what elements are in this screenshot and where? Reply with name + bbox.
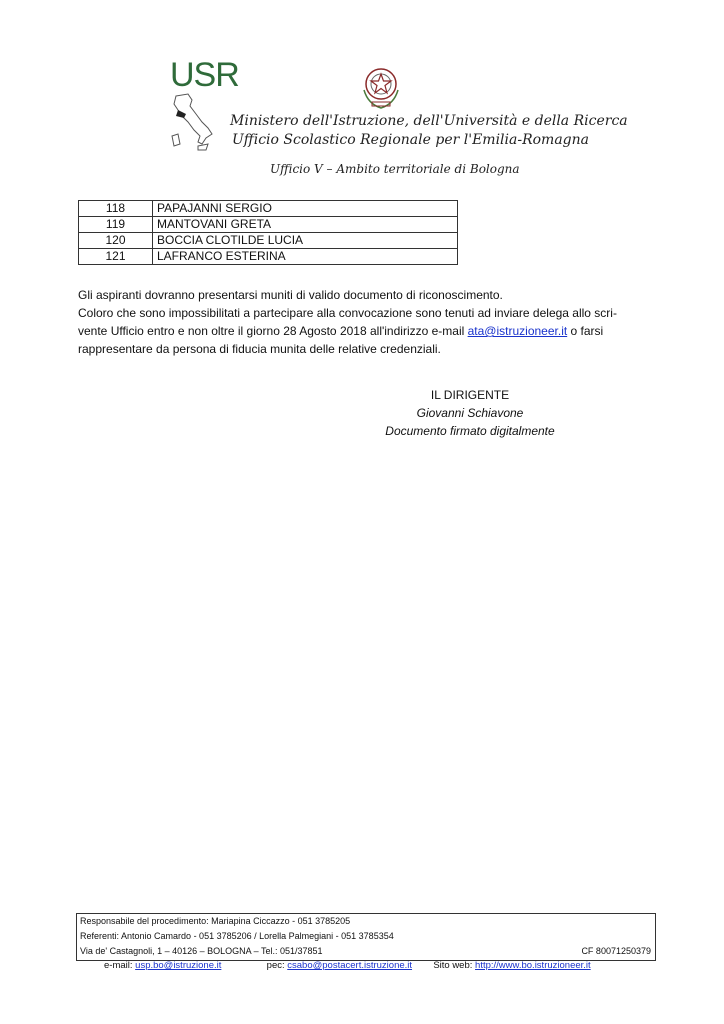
footer-website-link[interactable]: http://www.bo.istruzioneer.it bbox=[475, 960, 591, 971]
contact-email-link[interactable]: ata@istruzioneer.it bbox=[467, 324, 568, 338]
footer-box bbox=[76, 913, 656, 961]
body-line: Gli aspiranti dovranno presentarsi muniti di valido documento di riconoscimento. bbox=[78, 288, 503, 302]
row-name: MANTOVANI GRETA bbox=[153, 217, 458, 233]
table-row bbox=[79, 233, 458, 249]
footer-responsabile: Responsabile del procedimento: Mariapina Ciccazzo - 051 3785205 bbox=[80, 916, 351, 926]
pec-label: pec: bbox=[266, 960, 285, 971]
body-line: Coloro che sono impossibilitati a partecipare alla convocazione sono tenuti ad inviare delega allo scri- bbox=[78, 306, 617, 320]
footer-pec-link[interactable]: csabo@postacert.istruzione.it bbox=[287, 960, 413, 971]
row-number: 121 bbox=[79, 249, 153, 265]
footer-contacts bbox=[104, 960, 591, 971]
digital-signature-note: Documento firmato digitalmente bbox=[385, 424, 555, 438]
body-text-span: o farsi bbox=[567, 324, 604, 338]
body-line bbox=[78, 322, 648, 340]
signature-block bbox=[370, 386, 570, 440]
regional-office-name: Ufficio Scolastico Regionale per l'Emilia-Romagna bbox=[232, 132, 589, 148]
row-number: 118 bbox=[79, 201, 153, 217]
footer-address: Via de' Castagnoli, 1 – 40126 – BOLOGNA – Tel.: 051/37851 bbox=[80, 946, 323, 956]
footer-email-link[interactable]: usp.bo@istruzione.it bbox=[135, 960, 222, 971]
table-row bbox=[79, 201, 458, 217]
usr-logo: USR bbox=[170, 56, 239, 94]
row-name: BOCCIA CLOTILDE LUCIA bbox=[153, 233, 458, 249]
row-number: 120 bbox=[79, 233, 153, 249]
candidates-table bbox=[78, 200, 458, 265]
footer-referenti: Referenti: Antonio Camardo - 051 3785206 / Lorella Palmegiani - 051 3785354 bbox=[80, 931, 394, 941]
web-label: Sito web: bbox=[433, 960, 473, 971]
row-name: PAPAJANNI SERGIO bbox=[153, 201, 458, 217]
table-row bbox=[79, 249, 458, 265]
email-label: e-mail: bbox=[104, 960, 133, 971]
signer-name: Giovanni Schiavone bbox=[416, 406, 524, 420]
office-v-name: Ufficio V – Ambito territoriale di Bologna bbox=[270, 162, 520, 176]
table-row bbox=[79, 217, 458, 233]
row-number: 119 bbox=[79, 217, 153, 233]
ministry-name: Ministero dell'Istruzione, dell'Università e della Ricerca bbox=[230, 113, 628, 129]
republic-emblem-icon bbox=[358, 62, 404, 112]
footer-cf: CF 80071250379 bbox=[581, 946, 651, 956]
row-name: LAFRANCO ESTERINA bbox=[153, 249, 458, 265]
body-text-span: vente Ufficio entro e non oltre il giorno 28 Agosto 2018 all'indirizzo e-mail bbox=[78, 324, 468, 338]
body-paragraph bbox=[78, 286, 648, 358]
italy-map-icon bbox=[168, 92, 216, 152]
signer-title: IL DIRIGENTE bbox=[430, 388, 510, 402]
body-line: rappresentare da persona di fiducia munita delle relative credenziali. bbox=[78, 342, 441, 356]
